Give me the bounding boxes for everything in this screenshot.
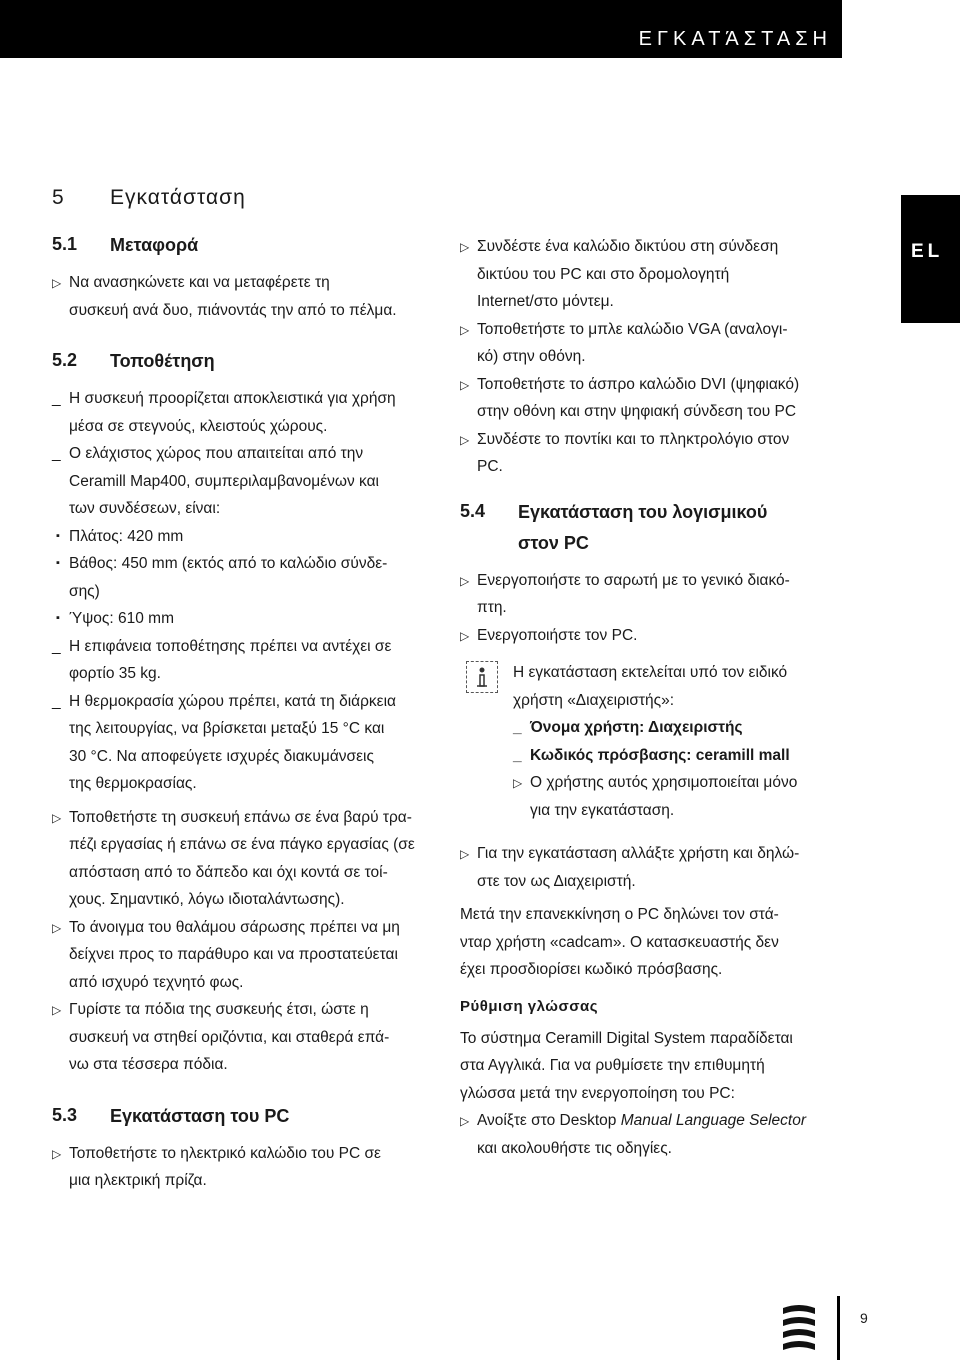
list-item: ▷ Συνδέστε ένα καλώδιο δικτύου στη σύνδεση δικτύου του PC και στο δρομολογητή Internet/στο μόντεμ. bbox=[460, 233, 855, 316]
triangle-icon: ▷ bbox=[513, 776, 523, 790]
bullet-icon: ▪ bbox=[56, 557, 60, 569]
triangle-icon: ▷ bbox=[52, 276, 62, 290]
triangle-icon: ▷ bbox=[460, 240, 470, 254]
bullet-item: ▪ Πλάτος: 420 mm bbox=[52, 523, 442, 551]
section-title: Τοποθέτηση bbox=[110, 351, 215, 371]
triangle-icon: ▷ bbox=[460, 847, 470, 861]
list-item: ▷ Τοποθετήστε το μπλε καλώδιο VGA (αναλογι- κό) στην οθόνη. bbox=[460, 316, 855, 371]
subheading-language: Ρύθμιση γλώσσας bbox=[460, 997, 598, 1015]
list-item: _ Όνομα χρήστη: Διαχειριστής bbox=[513, 719, 743, 736]
page-number: 9 bbox=[860, 1310, 868, 1326]
section-heading-5-2 bbox=[52, 346, 442, 377]
language-code: EL bbox=[911, 241, 944, 262]
triangle-icon: ▷ bbox=[460, 432, 470, 447]
section-number: 5.2 bbox=[52, 350, 78, 370]
left-column bbox=[52, 186, 442, 1195]
triangle-icon: ▷ bbox=[52, 1003, 62, 1017]
section-title: Εγκατάσταση του λογισμικού bbox=[518, 501, 768, 522]
list-item: ▷ Γυρίστε τα πόδια της συσκευής έτσι, ώστε η συσκευή να στηθεί οριζόντια, και σταθερά επά- νω στα τέσσερα πόδια. bbox=[52, 996, 442, 1079]
triangle-icon: ▷ bbox=[460, 573, 470, 588]
chapter-number: 5 bbox=[52, 186, 65, 209]
info-icon bbox=[466, 661, 498, 693]
list-item: ▷ Συνδέστε το ποντίκι και το πληκτρολόγιο στον PC. bbox=[460, 426, 855, 481]
list-item: _ Η επιφάνεια τοποθέτησης πρέπει να αντέχει σε φορτίο 35 kg. bbox=[52, 637, 392, 682]
triangle-icon: ▷ bbox=[52, 920, 62, 935]
list-item: ▷ Ανοίξτε στο Desktop Manual Language Selector και ακολουθήστε τις οδηγίες. bbox=[460, 1107, 855, 1162]
list-item: _ Η συσκευή προορίζεται αποκλειστικά για χρήση μέσα σε στεγνούς, κλειστούς χώρους. bbox=[52, 390, 396, 435]
triangle-icon: ▷ bbox=[460, 1114, 470, 1128]
section-number: 5.3 bbox=[52, 1104, 78, 1125]
list-item: ▷ Ενεργοποιήστε το σαρωτή με το γενικό διακό- πτη. bbox=[460, 567, 855, 622]
bullet-item: ▪ Βάθος: 450 mm (εκτός από το καλώδιο σύνδε- σης) bbox=[52, 550, 442, 605]
list-item: _ Κωδικός πρόσβασης: ceramill mall bbox=[513, 746, 790, 764]
section-title: Εγκατάσταση του PC bbox=[110, 1105, 290, 1126]
triangle-icon: ▷ bbox=[52, 1146, 62, 1161]
section-heading-5-4 bbox=[460, 497, 855, 559]
section-title: Μεταφορά bbox=[110, 235, 199, 255]
list-item: ▷ Τοποθετήστε το ηλεκτρικό καλώδιο του PC σε μια ηλεκτρική πρίζα. bbox=[52, 1140, 442, 1195]
triangle-icon: ▷ bbox=[460, 377, 470, 392]
section-number: 5.1 bbox=[52, 234, 78, 254]
section-heading-5-3 bbox=[52, 1101, 442, 1132]
triangle-icon: ▷ bbox=[460, 628, 470, 643]
chapter-title: Εγκατάσταση bbox=[110, 186, 246, 209]
section-number: 5.4 bbox=[460, 500, 486, 521]
triangle-icon: ▷ bbox=[460, 322, 470, 337]
triangle-icon: ▷ bbox=[52, 810, 62, 825]
list-item: _ Η θερμοκρασία χώρου πρέπει, κατά τη διάρκεια της λειτουργίας, να βρίσκεται μεταξύ 15 °C και 30 °C. Να αποφεύγετε ισχυρές διακυμάνσεις της θερμοκρασίας. bbox=[52, 692, 396, 792]
footer-divider bbox=[837, 1296, 840, 1360]
list-item: ▷ Ενεργοποιήστε τον PC. bbox=[460, 622, 855, 650]
list-item: ▷ Τοποθετήστε το άσπρο καλώδιο DVI (ψηφιακό) στην οθόνη και στην ψηφιακή σύνδεση του PC bbox=[460, 371, 855, 426]
list-item: ▷ Για την εγκατάσταση αλλάξτε χρήστη και δηλώ- στε τον ως Διαχειριστή. bbox=[460, 840, 855, 895]
list-item: ▷ Να ανασηκώνετε και να μεταφέρετε τη συσκευή ανά δυο, πιάνοντάς την από το πέλμα. bbox=[52, 269, 442, 324]
bullet-icon: ▪ bbox=[56, 612, 60, 624]
list-item: ▷ Τοποθετήστε τη συσκευή επάνω σε ένα βαρύ τρα- πέζι εργασίας ή επάνω σε ένα πάγκο εργασίας (σε απόσταση από το δάπεδο και όχι κοντά σε τοί- χους. Σημαντικό, λόγω ιδιοταλάντωσης). bbox=[52, 804, 442, 914]
chapter-heading bbox=[52, 186, 442, 210]
section-heading-5-1 bbox=[52, 230, 442, 261]
info-note: Η εγκατάσταση εκτελείται υπό τον ειδικό χρήστη «Διαχειριστής»: _ Όνομα χρήστη: Διαχειριστής _ Κωδικός πρόσβασης: ceramill mall ▷ Ο χρήστης αυτός χρησιμοποιείται μόνο για την εγκατάσταση. bbox=[460, 659, 855, 824]
language-tab bbox=[901, 195, 960, 323]
section-title: στον PC bbox=[518, 532, 589, 553]
list-item: ▷ Το άνοιγμα του θαλάμου σάρωσης πρέπει να μη δείχνει προς το παράθυρο και να προστατεύεται από ισχυρό τεχνητό φως. bbox=[52, 914, 442, 997]
list-item: _ Ο ελάχιστος χώρος που απαιτείται από την Ceramill Map400, συμπεριλαμβανομένων και των συνδέσεων, είναι: bbox=[52, 445, 379, 517]
bullet-icon: ▪ bbox=[56, 529, 60, 542]
list-item: ▷ Ο χρήστης αυτός χρησιμοποιείται μόνο για την εγκατάσταση. bbox=[513, 769, 855, 824]
right-column: ▷ Συνδέστε ένα καλώδιο δικτύου στη σύνδεση δικτύου του PC και στο δρομολογητή Internet/στο μόντεμ. ▷ Τοποθετήστε το μπλε καλώδιο VGA (αναλογι- κό) στην οθόνη. ▷ Τοποθετήστε το άσπρο καλώδιο DVI (ψηφιακό) στην οθόνη και στην ψηφιακή σύνδεση του PC ▷ Συνδέστε το ποντίκι και το πληκτρολόγιο στον PC. 5.4 Εγκατάσταση του λογισμικού στον PC ▷ Ενεργοποιήστε το σαρωτή με το γενικό διακό- πτη. ▷ Ενεργοποιήστε τον PC. Η εγκατάσταση εκτελείται υπό τον ειδικό χρήστη «Διαχειριστής»: _ Όνομα χρήστη: Διαχειριστής _ Κωδικός πρόσβασης: ceramill mall ▷ Ο χρήστης αυτός χρησιμοποιείται μόνο για την εγκατάσταση. ▷ Για την εγκατάσταση αλλάξτε χρήστη και δηλώ- στε τον ως Διαχειριστή. Μετά την επανεκκίνηση ο PC δηλώνει τον στά- νταρ χρήστη «cadcam». Ο κατασκευαστής δεν έχει προσδιορίσει κωδικό πρόσβασης. Ρύθμιση γλώσσας Το σύστημα Ceramill Digital System παραδίδεται στα Αγγλικά. Για να ρυθμίσετε την επιθυμητή γλώσσα μετά την ενεργοποίηση του PC: ▷ Ανοίξτε στο Desktop Manual Language Selector και ακολουθήστε τις οδηγίες. bbox=[460, 233, 855, 1162]
header-bar bbox=[0, 0, 842, 58]
bullet-item: ▪ Ύψος: 610 mm bbox=[52, 605, 442, 633]
page-title: ΕΓΚΑΤΆΣΤΑΣΗ bbox=[638, 28, 832, 50]
brand-logo-icon bbox=[781, 1302, 817, 1358]
